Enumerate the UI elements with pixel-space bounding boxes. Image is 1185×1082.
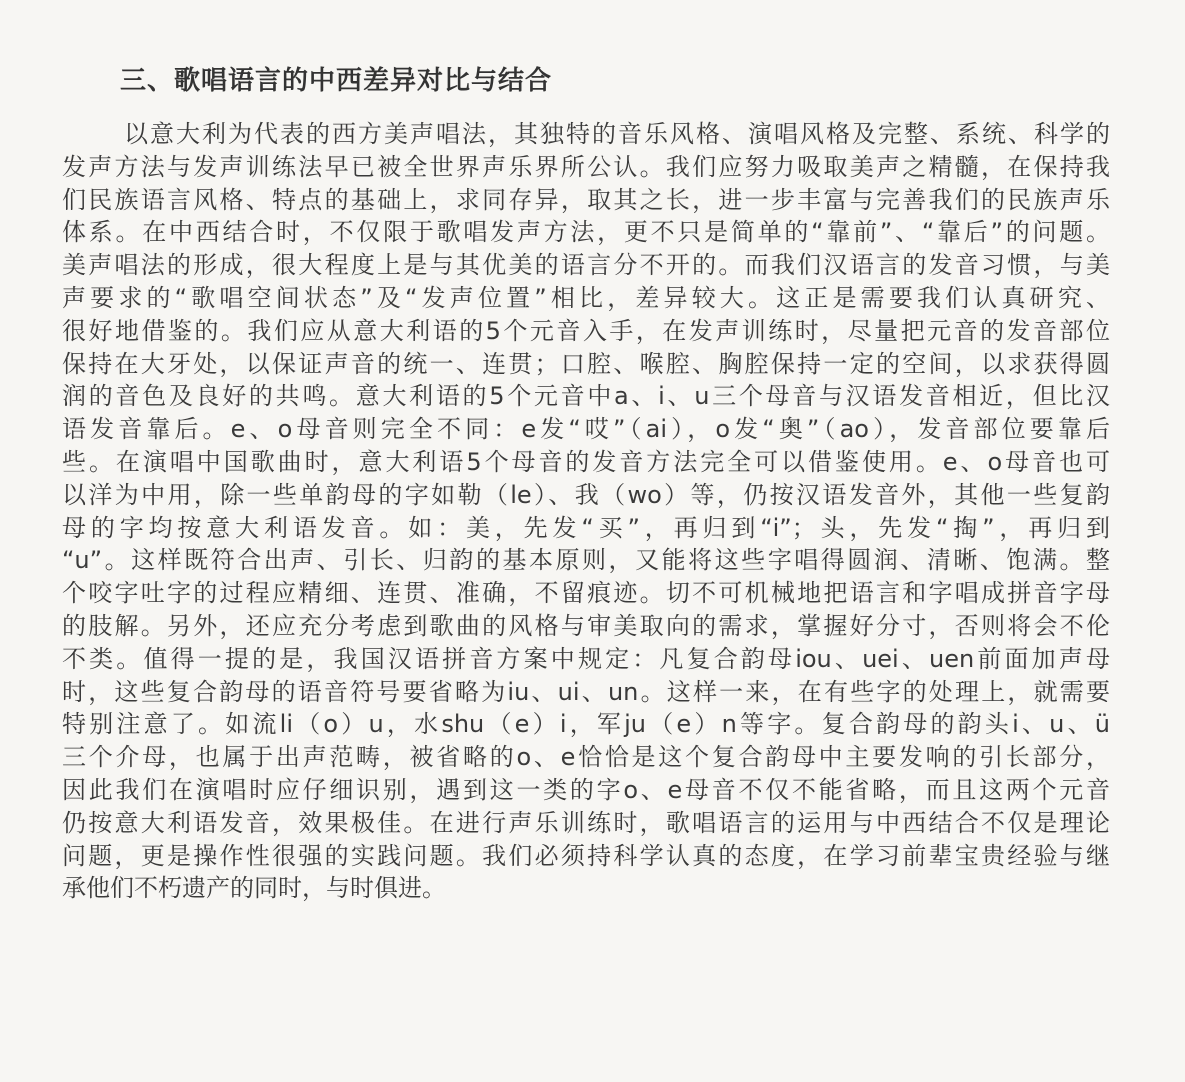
text-line: 很好地借鉴的。我们应从意大利语的5个元音入手，在发声训练时，尽量把元音的发音部位 <box>62 316 1110 345</box>
body-paragraph <box>62 118 1110 905</box>
text-line: 三个介母，也属于出声范畴，被省略的o、e恰恰是这个复合韵母中主要发响的引长部分， <box>62 743 1110 772</box>
text-line: 仍按意大利语发音，效果极佳。在进行声乐训练时，歌唱语言的运用与中西结合不仅是理论 <box>62 808 1110 837</box>
text-line: “u”。这样既符合出声、引长、归韵的基本原则，又能将这些字唱得圆润、清晰、饱满。整 <box>62 546 1110 575</box>
text-line: 们民族语言风格、特点的基础上，求同存异，取其之长，进一步丰富与完善我们的民族声乐 <box>62 185 1110 214</box>
text-line: 不类。值得一提的是，我国汉语拼音方案中规定：凡复合韵母iou、uei、uen前面加声母 <box>62 644 1110 673</box>
text-line: 体系。在中西结合时，不仅限于歌唱发声方法，更不只是简单的“靠前”、“靠后”的问题。 <box>62 218 1110 247</box>
text-line: 美声唱法的形成，很大程度上是与其优美的语言分不开的。而我们汉语言的发音习惯，与美 <box>62 251 1110 280</box>
text-line: 承他们不朽遗产的同时，与时俱进。 <box>62 874 446 903</box>
section-title: 三、歌唱语言的中西差异对比与结合 <box>120 66 553 96</box>
text-line: 问题，更是操作性很强的实践问题。我们必须持科学认真的态度，在学习前辈宝贵经验与继 <box>62 841 1110 870</box>
text-line: 润的音色及良好的共鸣。意大利语的5个元音中a、i、u三个母音与汉语发音相近，但比汉 <box>62 382 1110 411</box>
text-line: 些。在演唱中国歌曲时，意大利语5个母音的发音方法完全可以借鉴使用。e、o母音也可 <box>62 447 1110 476</box>
text-line: 特别注意了。如流li（o）u，水shu（e）i，军ju（e）n等字。复合韵母的韵头i、u、ü <box>62 710 1110 739</box>
text-line: 保持在大牙处，以保证声音的统一、连贯；口腔、喉腔、胸腔保持一定的空间，以求获得圆 <box>62 349 1110 378</box>
text-line: 个咬字吐字的过程应精细、连贯、准确，不留痕迹。切不可机械地把语言和字唱成拼音字母 <box>62 579 1110 608</box>
text-line: 以意大利为代表的西方美声唱法，其独特的音乐风格、演唱风格及完整、系统、科学的 <box>124 120 1110 148</box>
text-line: 语发音靠后。e、o母音则完全不同：e发“哎”（ai），o发“奥”（ao），发音部位要靠后 <box>62 415 1110 444</box>
text-line: 母的字均按意大利语发音。如：美，先发“买”，再归到“i”；头，先发“掏”，再归到 <box>62 513 1110 542</box>
text-line: 声要求的“歌唱空间状态”及“发声位置”相比，差异较大。这正是需要我们认真研究、 <box>62 283 1110 312</box>
text-line: 的肢解。另外，还应充分考虑到歌曲的风格与审美取向的需求，掌握好分寸，否则将会不伦 <box>62 611 1110 640</box>
text-line: 以洋为中用，除一些单韵母的字如勒（le）、我（wo）等，仍按汉语发音外，其他一些复韵 <box>62 480 1110 509</box>
text-line: 时，这些复合韵母的语音符号要省略为iu、ui、un。这样一来，在有些字的处理上，就需要 <box>62 677 1110 706</box>
text-line: 发声方法与发声训练法早已被全世界声乐界所公认。我们应努力吸取美声之精髓，在保持我 <box>62 152 1110 181</box>
text-line: 因此我们在演唱时应仔细识别，遇到这一类的字o、e母音不仅不能省略，而且这两个元音 <box>62 775 1110 804</box>
